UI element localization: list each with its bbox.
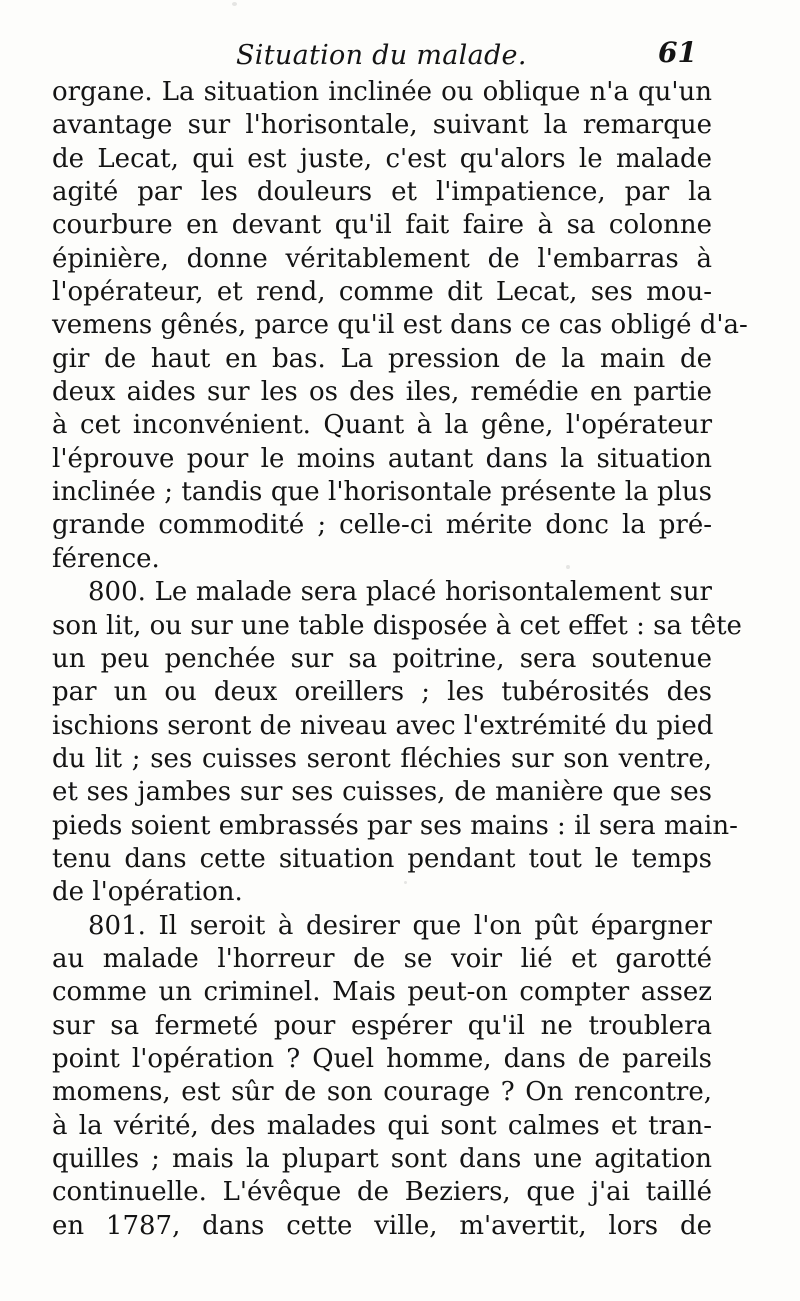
text-line: avantage sur l'horisontale, suivant la remarque xyxy=(52,110,712,141)
text-line: de Lecat, qui est juste, c'est qu'alors le malade xyxy=(52,143,712,174)
text-line: inclinée ; tandis que l'horisontale présente la plus xyxy=(52,477,712,508)
text-line: courbure en devant qu'il fait faire à sa colonne xyxy=(52,210,712,241)
text-line: pieds soient embrassés par ses mains : il sera main- xyxy=(52,810,738,841)
text-line: point l'opération ? Quel homme, dans de pareils xyxy=(52,1043,712,1074)
text-line: à la vérité, des malades qui sont calmes et tran- xyxy=(52,1110,712,1141)
page-number: 61 xyxy=(658,36,697,69)
ink-speck xyxy=(404,881,407,884)
text-line: momens, est sûr de son courage ? On rencontre, xyxy=(52,1077,712,1108)
text-line: en 1787, dans cette ville, m'avertit, lors de xyxy=(52,1210,712,1241)
text-line: continuelle. L'évêque de Beziers, que j'ai taillé xyxy=(52,1177,712,1208)
text-line: vemens gênés, parce qu'il est dans ce cas obligé d'a- xyxy=(52,310,748,341)
text-line: par un ou deux oreillers ; les tubérosités des xyxy=(52,677,712,708)
text-line: gir de haut en bas. La pression de la main de xyxy=(52,343,712,374)
text-line: et ses jambes sur ses cuisses, de manière que ses xyxy=(52,777,712,808)
text-line: au malade l'horreur de se voir lié et garotté xyxy=(52,943,712,974)
text-line: épinière, donne véritablement de l'embarras à xyxy=(52,243,712,274)
paragraph-start-800: 800. Le malade sera placé horisontalement sur xyxy=(88,577,712,608)
text-line: grande commodité ; celle-ci mérite donc la pré- xyxy=(52,510,712,541)
page-header xyxy=(0,36,800,76)
ink-speck xyxy=(566,565,570,569)
text-line: du lit ; ses cuisses seront fléchies sur son ventre, xyxy=(52,743,712,774)
text-line: deux aides sur les os des iles, remédie en partie xyxy=(52,377,712,408)
text-line: sur sa fermeté pour espérer qu'il ne troublera xyxy=(52,1010,712,1041)
text-line: quilles ; mais la plupart sont dans une agitation xyxy=(52,1144,712,1174)
text-line: l'éprouve pour le moins autant dans la situation xyxy=(52,443,712,474)
running-head: Situation du malade. xyxy=(236,40,527,71)
text-line: l'opérateur, et rend, comme dit Lecat, ses mou- xyxy=(52,277,712,308)
text-line: à cet inconvénient. Quant à la gêne, l'opérateur xyxy=(52,410,712,441)
text-line: son lit, ou sur une table disposée à cet effet : sa tête xyxy=(52,610,742,641)
body-text xyxy=(52,76,748,1243)
ink-speck xyxy=(232,2,237,6)
text-line: ischions seront de niveau avec l'extrémité du pied xyxy=(52,710,714,741)
text-line: un peu penchée sur sa poitrine, sera soutenue xyxy=(52,643,712,674)
paragraph-start-801: 801. Il seroit à desirer que l'on pût épargner xyxy=(88,910,712,941)
text-line: comme un criminel. Mais peut-on compter assez xyxy=(52,977,712,1008)
text-line: de l'opération. xyxy=(52,877,243,908)
text-line: organe. La situation inclinée ou oblique n'a qu'un xyxy=(52,77,712,107)
text-line: agité par les douleurs et l'impatience, par la xyxy=(52,177,712,208)
text-line: tenu dans cette situation pendant tout le temps xyxy=(52,843,712,874)
text-line: férence. xyxy=(52,543,160,574)
